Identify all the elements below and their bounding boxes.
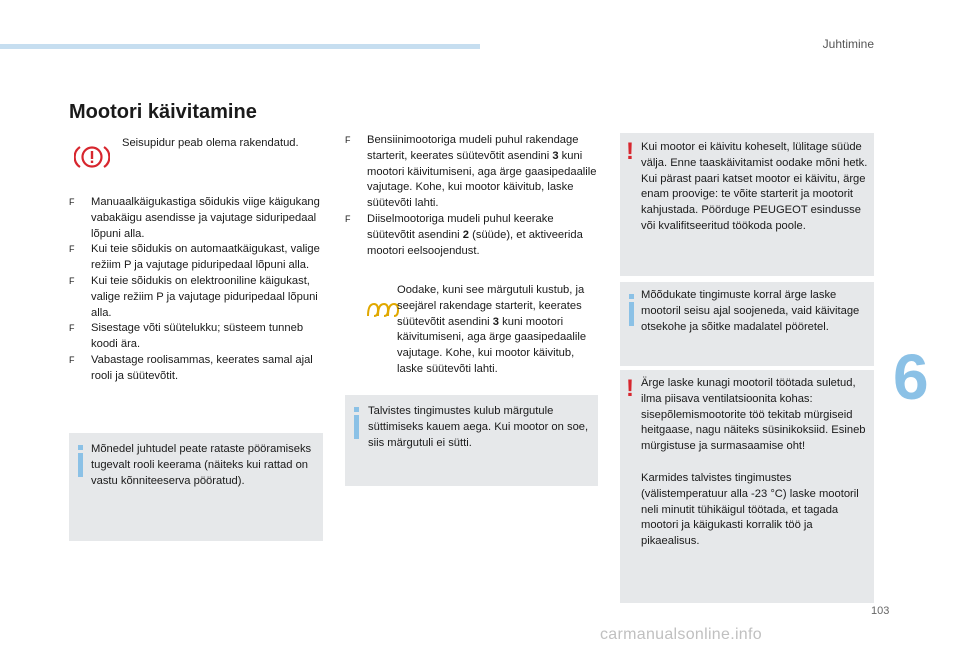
list-item: F Diiselmootoriga mudeli puhul keerake süütevõtit asendini 2 (süüde), et aktiveerida mootori eelsoojendust.	[345, 212, 583, 257]
glow-plug-icon	[366, 300, 400, 320]
page-title: Mootori käivitamine	[69, 101, 257, 123]
info-box	[69, 433, 323, 541]
exclamation-icon: !	[626, 138, 634, 165]
info-icon	[77, 445, 85, 477]
chapter-number: 6	[893, 341, 929, 413]
info-icon	[628, 294, 636, 326]
info-text: Mõõdukate tingimuste korral ärge laske mootoril seisu ajal soojeneda, vaid käivitage otsekohe ja sõitke madalatel pööretel.	[641, 289, 860, 333]
list-item: F Sisestage võti süütelukku; süsteem tunneb koodi ära.	[69, 322, 304, 351]
step-list	[69, 195, 327, 385]
step-list	[345, 133, 603, 259]
warning-box	[620, 370, 874, 603]
list-item: F Vabastage roolisammas, keerates samal ajal rooli ja süütevõtit.	[69, 353, 313, 382]
brake-warning-icon	[74, 143, 110, 171]
section-title: Juhtimine	[822, 37, 874, 51]
info-box	[620, 282, 874, 366]
brake-note: Seisupidur peab olema rakendatud.	[122, 137, 299, 149]
info-box	[345, 395, 598, 486]
warning-text: Kui mootor ei käivitu koheselt, lülitage süüde välja. Enne taaskäivitamist oodake mõni hetk. Kui pärast paari katset mootor ei käivitu, ärge enam proovige: te võite starterit ja mootorit kahjustada. Pöörduge PEUGEOT esindusse või kvalifitseeritud töökoda poole.	[641, 141, 868, 232]
warning-box	[620, 133, 874, 276]
list-item: F Manuaalkäigukastiga sõidukis viige käigukang vabakäigu asendisse ja vajutage siduripedaal lõpuni alla.	[69, 196, 320, 240]
warning-text: Karmides talvistes tingimustes (välistemperatuur alla -23 °C) laske mootoril neli minutit tühikäigul töötada, et tagada mootori ja käigukasti korralik töö ja pikaealisus.	[641, 472, 859, 548]
header-accent-bar	[0, 44, 480, 49]
glow-plug-note: Oodake, kuni see märgutuli kustub, ja seejärel rakendage starterit, keerates süütevõtit asendini 3 kuni mootori käivitumiseni, aga ärge gaasipedaalile vajutage. Kohe, kui mootor käivitub, laske süütevõti lahti.	[397, 284, 587, 375]
info-text: Talvistes tingimustes kulub märgutule süttimiseks kauem aega. Kui mootor on soe, siis märgutuli ei sütti.	[368, 405, 589, 449]
info-icon	[353, 407, 361, 439]
list-item: F Kui teie sõidukis on automaatkäigukast, valige režiim P ja vajutage piduripedaal lõpuni alla.	[69, 243, 320, 272]
info-text: Mõnedel juhtudel peate rataste pööramiseks tugevalt rooli keerama (näiteks kui rattad on vastu kõnniteeserva pööratud).	[91, 443, 312, 487]
exclamation-icon: !	[626, 375, 634, 402]
list-item: F Bensiinimootoriga mudeli puhul rakendage starterit, keerates süütevõtit asendini 3 kuni mootori käivitumiseni, aga ärge gaasipedaalile vajutage. Kohe, kui mootor käivitub, laske süütevõti lahti.	[345, 134, 597, 210]
page-number: 103	[871, 605, 890, 617]
list-item: F Kui teie sõidukis on elektrooniline käigukast, valige režiim P ja vajutage piduripedaal lõpuni alla.	[69, 274, 318, 319]
warning-text: Ärge laske kunagi mootoril töötada suletud, ilma piisava ventilatsioonita kohas: sisepõlemismootorite töö tekitab mürgiseid heitgaase, nagu näiteks süsinikoksiid. Esineb mürgistuse ja surmasaamise oht!	[641, 377, 866, 453]
watermark: carmanualsonline.info	[600, 626, 762, 643]
